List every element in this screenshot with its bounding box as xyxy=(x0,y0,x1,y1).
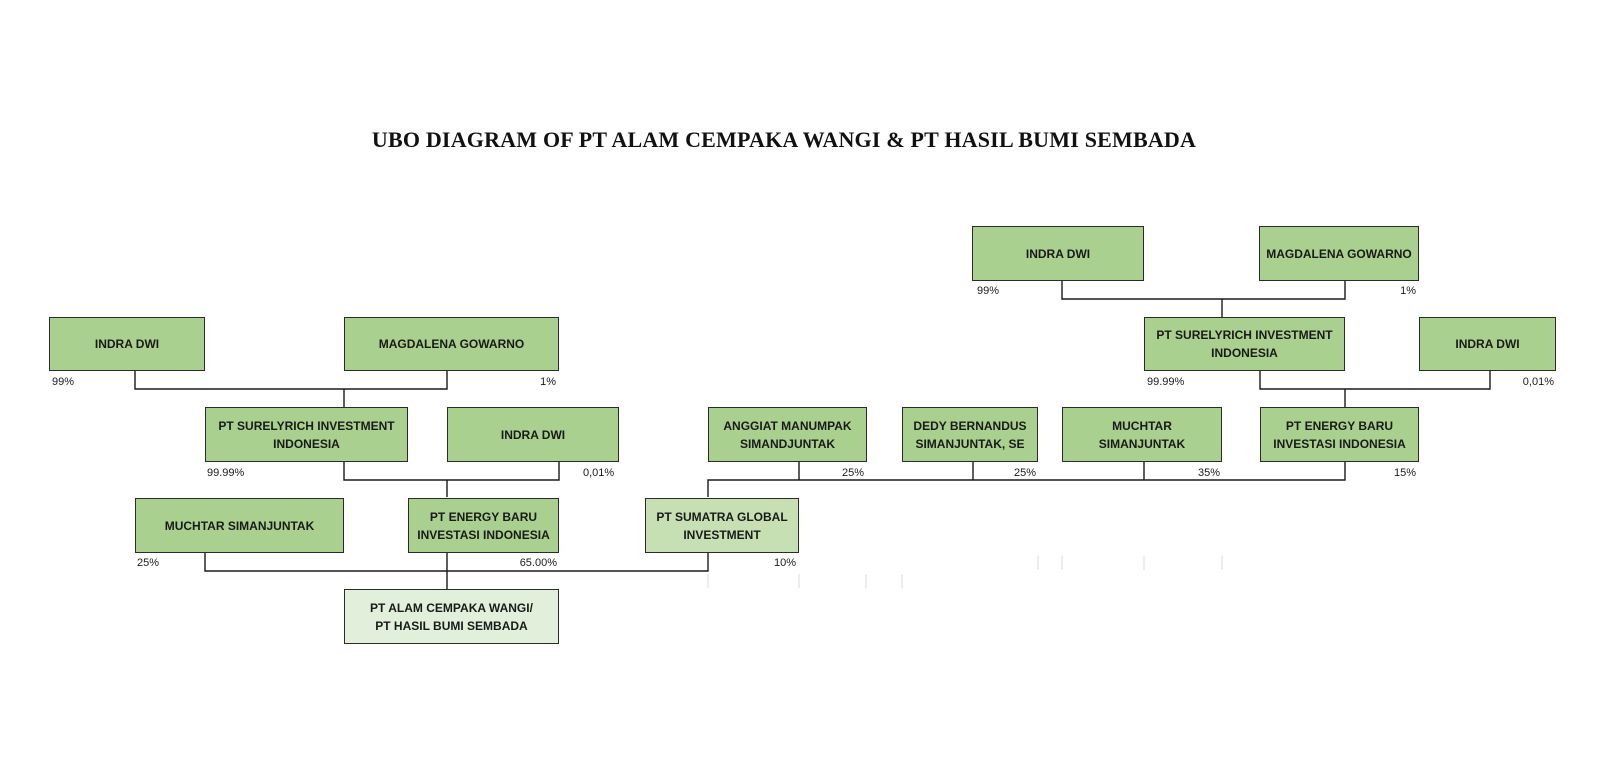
pct-r3-anggiat: 25% xyxy=(841,467,864,479)
connector-r1-magdalena xyxy=(1222,281,1345,299)
node-r3-dedy: DEDY BERNANDUS SIMANJUNTAK, SE xyxy=(902,407,1038,462)
connector-r2-surelyrich-right xyxy=(1260,371,1345,389)
pct-r2-surelyrich-right: 99.99% xyxy=(1147,376,1185,388)
pct-r1-indra: 99% xyxy=(977,285,1000,297)
node-r3-muchtar-right: MUCHTAR SIMANJUNTAK xyxy=(1062,407,1222,462)
diagram-title: UBO DIAGRAM OF PT ALAM CEMPAKA WANGI & PT HASIL BUMI SEMBADA xyxy=(371,127,1197,152)
node-r3-anggiat: ANGGIAT MANUMPAK SIMANDJUNTAK xyxy=(708,407,867,462)
node-r2-surelyrich-right: PT SURELYRICH INVESTMENT INDONESIA xyxy=(1144,317,1345,371)
pct-r4-sumatra: 10% xyxy=(773,557,796,569)
node-r1-indra: INDRA DWI xyxy=(972,226,1144,281)
node-target-company: PT ALAM CEMPAKA WANGI/ PT HASIL BUMI SEMBADA xyxy=(344,589,559,644)
pct-r1-magdalena: 1% xyxy=(1400,285,1416,297)
node-r4-muchtar-left: MUCHTAR SIMANJUNTAK xyxy=(135,498,344,553)
connector-r3-indra-left xyxy=(447,462,559,480)
pct-r2-indra-right: 0,01% xyxy=(1522,376,1554,388)
pct-r3-surelyrich-left: 99.99% xyxy=(207,467,245,479)
pct-r2-magdalena-left: 1% xyxy=(540,376,556,388)
node-r2-indra-left: INDRA DWI xyxy=(49,317,205,371)
pct-r2-indra-left: 99% xyxy=(52,376,75,388)
connector-r1-indra xyxy=(1062,281,1222,299)
pct-r4-muchtar-left: 25% xyxy=(137,557,160,569)
node-r3-indra-left: INDRA DWI xyxy=(447,407,619,462)
node-r4-energy-left: PT ENERGY BARU INVESTASI INDONESIA xyxy=(408,498,559,553)
node-r2-indra-right: INDRA DWI xyxy=(1419,317,1556,371)
connector-r2-magdalena-left xyxy=(344,371,447,389)
connector-r2-indra-right xyxy=(1345,371,1490,389)
connector-r2-indra-left xyxy=(135,371,344,389)
connector-r3-surelyrich-left xyxy=(344,462,447,480)
pct-r3-energy-right: 15% xyxy=(1393,467,1416,479)
connector-target-shareholders xyxy=(205,553,708,571)
node-r2-magdalena-left: MAGDALENA GOWARNO xyxy=(344,317,559,371)
node-r1-magdalena: MAGDALENA GOWARNO xyxy=(1259,226,1419,281)
pct-r3-dedy: 25% xyxy=(1013,467,1036,479)
pct-r3-muchtar-right: 35% xyxy=(1197,467,1220,479)
pct-r4-energy-left: 65.00% xyxy=(519,557,557,569)
node-r3-surelyrich-left: PT SURELYRICH INVESTMENT INDONESIA xyxy=(205,407,408,462)
node-r3-energy-right: PT ENERGY BARU INVESTASI INDONESIA xyxy=(1260,407,1419,462)
node-r4-sumatra: PT SUMATRA GLOBAL INVESTMENT xyxy=(645,498,799,553)
pct-r3-indra-left: 0,01% xyxy=(583,467,615,479)
